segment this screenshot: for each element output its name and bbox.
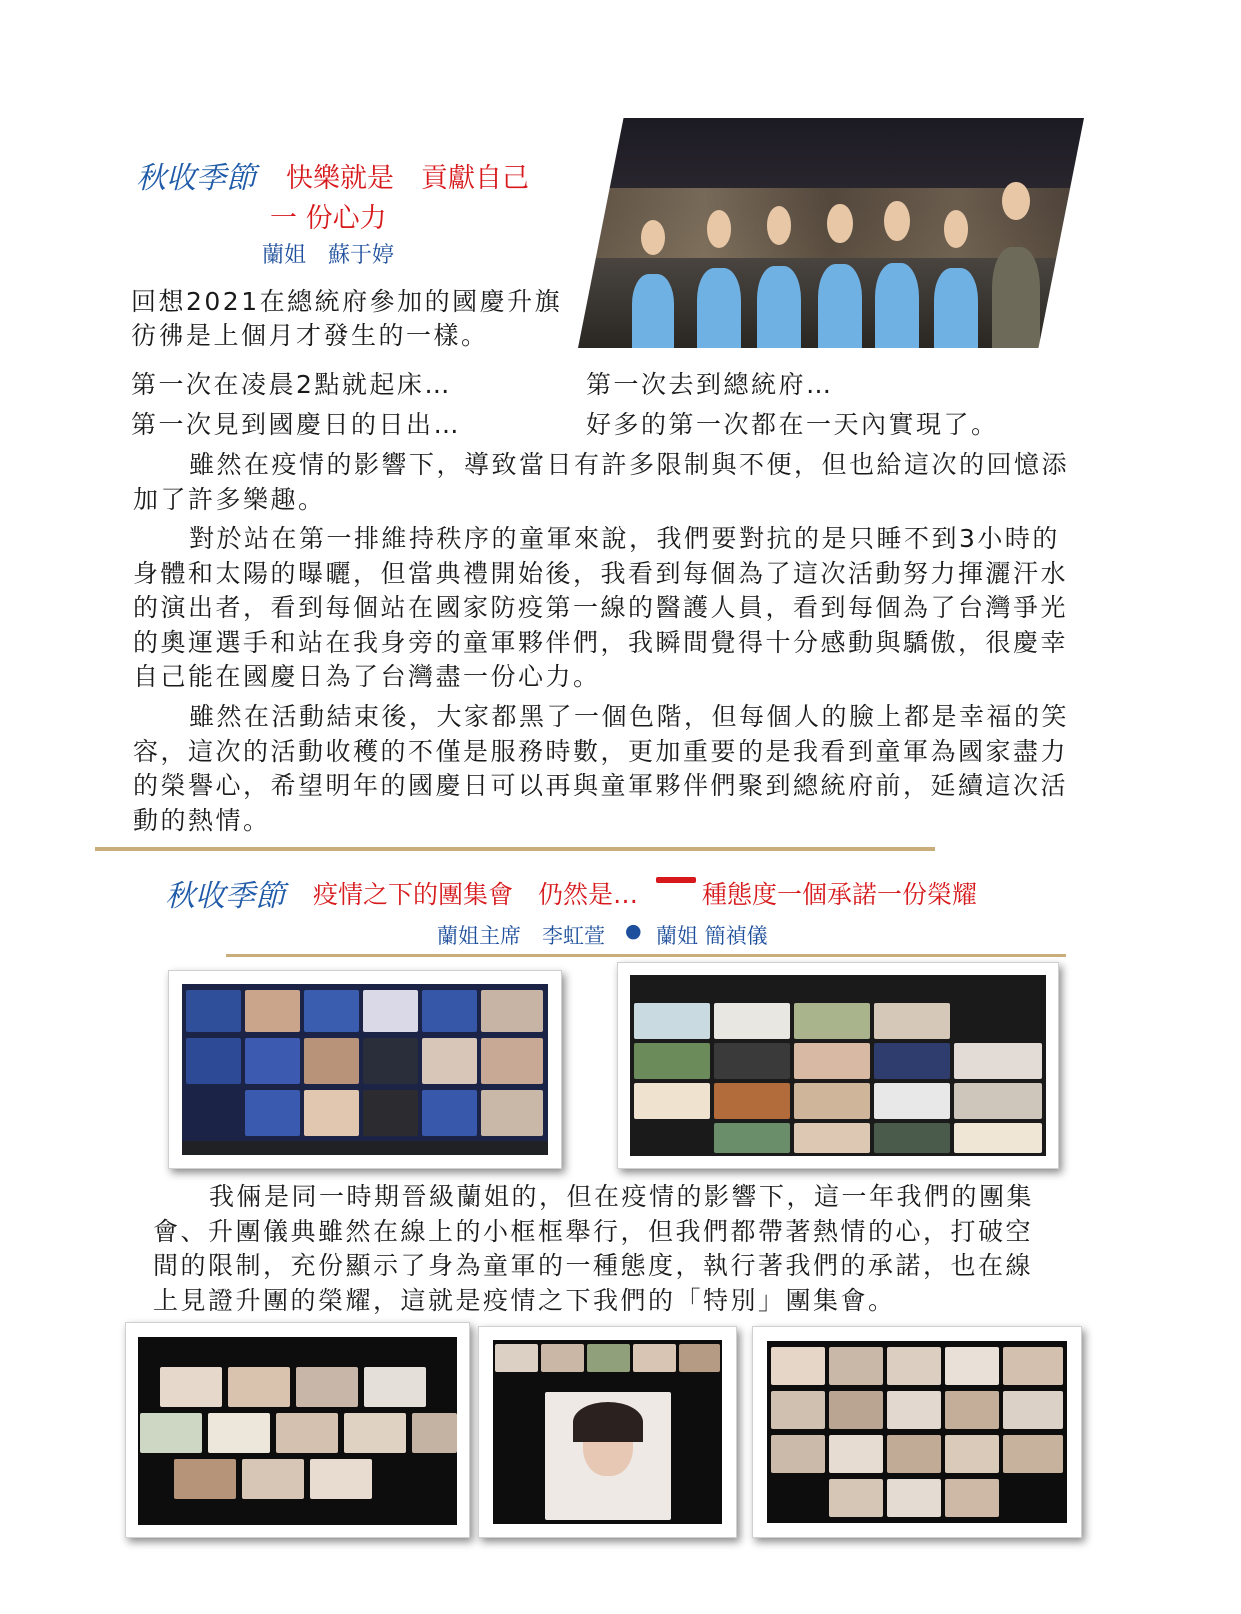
- firsts-item-4: 好多的第一次都在一天內實現了。: [586, 410, 999, 439]
- national-day-group-photo: [578, 118, 1084, 348]
- dash-mark: [656, 877, 696, 883]
- online-meeting-photo-5: [752, 1326, 1082, 1538]
- article2-title-prefix: 秋收季節: [165, 879, 285, 914]
- article2-title-main-b: 種態度一個承諾一份榮耀: [702, 880, 978, 909]
- online-meeting-photo-1: [168, 970, 562, 1169]
- article1-paragraph-1: 雖然在疫情的影響下，導致當日有許多限制與不便，但也給這次的回憶添加了許多樂趣。: [133, 450, 1070, 514]
- bullet-icon: ●: [625, 920, 642, 942]
- article1-title-main-line2: 一 份心力: [270, 203, 387, 234]
- article1-intro-line2: 彷彿是上個月才發生的一樣。: [131, 321, 489, 350]
- firsts-item-3: 第一次見到國慶日的日出…: [131, 410, 462, 439]
- article1-title-prefix: 秋收季節: [136, 161, 256, 196]
- article1-intro-line1: 回想2021在總統府參加的國慶升旗: [131, 287, 563, 316]
- article2-author-a: 蘭姐主席 李虹萱: [437, 924, 605, 948]
- online-meeting-photo-2: [617, 962, 1059, 1169]
- firsts-item-1: 第一次在凌晨2點就起床…: [131, 370, 452, 399]
- article2-title-main-a: 疫情之下的團集會 仍然是…: [313, 880, 639, 909]
- article2-paragraph: 我倆是同一時期晉級蘭姐的，但在疫情的影響下，這一年我們的團集會、升團儀典雖然在線上的小框框舉行，但我們都帶著熱情的心，打破空間的限制，充份顯示了身為童軍的一種態度，執行著我們的承諾，也在線上見證升團的榮耀，這就是疫情之下我們的「特別」團集會。: [153, 1182, 1035, 1315]
- article1-title-main-line1: 快樂就是 貢獻自己: [286, 163, 529, 194]
- firsts-item-2: 第一次去到總統府…: [586, 370, 834, 399]
- article1-author: 蘭姐 蘇于婷: [262, 243, 395, 268]
- online-meeting-photo-4: [478, 1326, 737, 1538]
- article1-paragraph-2: 對於站在第一排維持秩序的童軍來說，我們要對抗的是只睡不到3小時的身體和太陽的曝曬，但當典禮開始後，我看到每個為了這次活動努力揮灑汗水的演出者，看到每個站在國家防疫第一線的醫護人員，看到每個為了台灣爭光的奧運選手和站在我身旁的童軍夥伴們，我瞬間覺得十分感動與驕傲，很慶幸自己能在國慶日為了台灣盡一份心力。: [133, 524, 1069, 691]
- online-meeting-photo-3: [125, 1322, 470, 1538]
- byline-underline: [226, 954, 1066, 957]
- article2-author-b: 蘭姐 簡禎儀: [656, 924, 768, 948]
- article1-paragraph-3: 雖然在活動結束後，大家都黑了一個色階，但每個人的臉上都是幸福的笑容，這次的活動收穫的不僅是服務時數，更加重要的是我看到童軍為國家盡力的榮譽心，希望明年的國慶日可以再與童軍夥伴們聚到總統府前，延續這次活動的熱情。: [133, 702, 1070, 835]
- section-divider: [95, 847, 935, 851]
